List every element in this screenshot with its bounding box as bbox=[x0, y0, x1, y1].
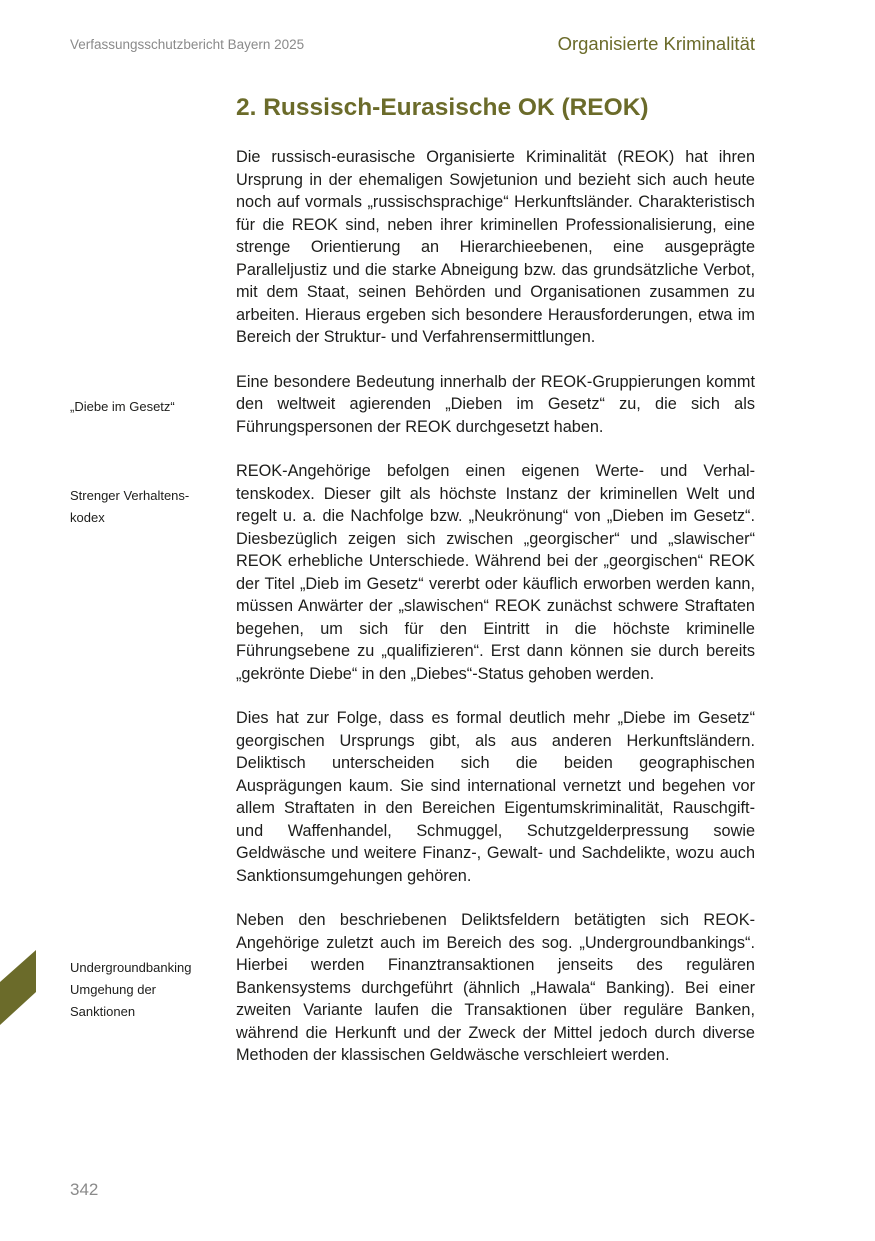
margin-note-diebe-im-gesetz: „Diebe im Gesetz“ bbox=[70, 399, 175, 414]
paragraph-verhaltenskodex: REOK-Angehörige befolgen einen eigenen Werte- und Verhaltenskodex. Dieser gilt als höchste Instanz der kriminellen Welt und regelt u. a. die Nachfolge bzw. „Neukrönung“ von „Dieben im Gesetz“. Diesbezüglich zeigen sich zwischen „georgischer“ und „slawischer“ REOK erhebliche Unterschiede. Während bei der „georgischen“ REOK der Titel „Dieb im Gesetz“ vererbt oder käuflich erworben werden kann, müssen Anwärter der „slawischen“ REOK zunächst schwere Straftaten begehen, um sich für den Eintritt in die höchste kriminelle Führungsebene zu „qualifizieren“. Erst dann können sie durch bereits „gekrönte Diebe“ in den „Diebes“-Status gehoben werden. bbox=[236, 462, 755, 683]
paragraph-folgen: Dies hat zur Folge, dass es formal deutlich mehr „Diebe im Gesetz“ georgischen Ursprungs gibt, als aus anderen Herkunftsländern. Deliktisch unterscheiden sich die beiden geographischen Ausprägungen kaum. Sie sind international vernetzt und begehen vor allem Straftaten in den Bereichen Eigentumskriminalität, Rauschgift- und Waffenhandel, Schmuggel, Schutzgelderpressung sowie Geldwäsche und weitere Finanz-, Gewalt- und Sachdelikte, wozu auch Sanktionsumgehungen gehören. bbox=[236, 709, 755, 885]
margin-note-undergroundbanking: Undergroundbanking Umgehung der Sanktionen bbox=[70, 960, 192, 1019]
paragraph-diebe-im-gesetz: Eine besondere Bedeutung innerhalb der REOK-Gruppierungen kommt den weltweit agierenden „Dieben im Gesetz“ zu, die sich als Führungspersonen der REOK durchgesetzt haben. bbox=[236, 372, 755, 436]
running-header-section: Organisierte Kriminalität bbox=[557, 33, 755, 54]
page-number: 342 bbox=[70, 1180, 99, 1199]
running-header-left: Verfassungsschutzbericht Bayern 2025 bbox=[70, 37, 305, 52]
paragraph-intro: Die russisch-eurasische Organisierte Kriminalität (REOK) hat ihren Ursprung in der ehemaligen Sowjetunion und bezieht sich auch heute noch auf vormals „russischsprachige“ Herkunftsländer. Charakteristisch für die REOK sind, neben ihrer kriminellen Professionalisierung, eine strenge Orientierung an Hierarchieebenen, eine ausgeprägte Paralleljustiz und die starke Abneigung bzw. das grundsätzliche Verbot, mit dem Staat, seinen Behörden und Organisationen zusammen zu arbeiten. Hieraus ergeben sich besondere Herausforderungen, etwa im Bereich der Struktur- und Verfahrensermittlungen. bbox=[236, 148, 755, 346]
margin-note-verhaltenskodex: Strenger Verhaltenskodex bbox=[70, 488, 190, 525]
chapter-tab-marker bbox=[0, 950, 36, 1025]
body-text bbox=[236, 146, 755, 1089]
paragraph-undergroundbanking: Neben den beschriebenen Deliktsfeldern betätigten sich REOK-Angehörige zuletzt auch im Bereich des sog. „Undergroundbankings“. Hierbei werden Finanztransaktionen jenseits des regulären Bankensystems durchgeführt (ähnlich „Hawala“ Banking). Bei einer zweiten Variante laufen die Transaktionen über reguläre Banken, während die Herkunft und der Zweck der Mittel jedoch durch diverse Methoden der klassischen Geldwäsche verschleiert werden. bbox=[236, 911, 755, 1064]
section-title: 2. Russisch-Eurasische OK (REOK) bbox=[236, 94, 649, 121]
